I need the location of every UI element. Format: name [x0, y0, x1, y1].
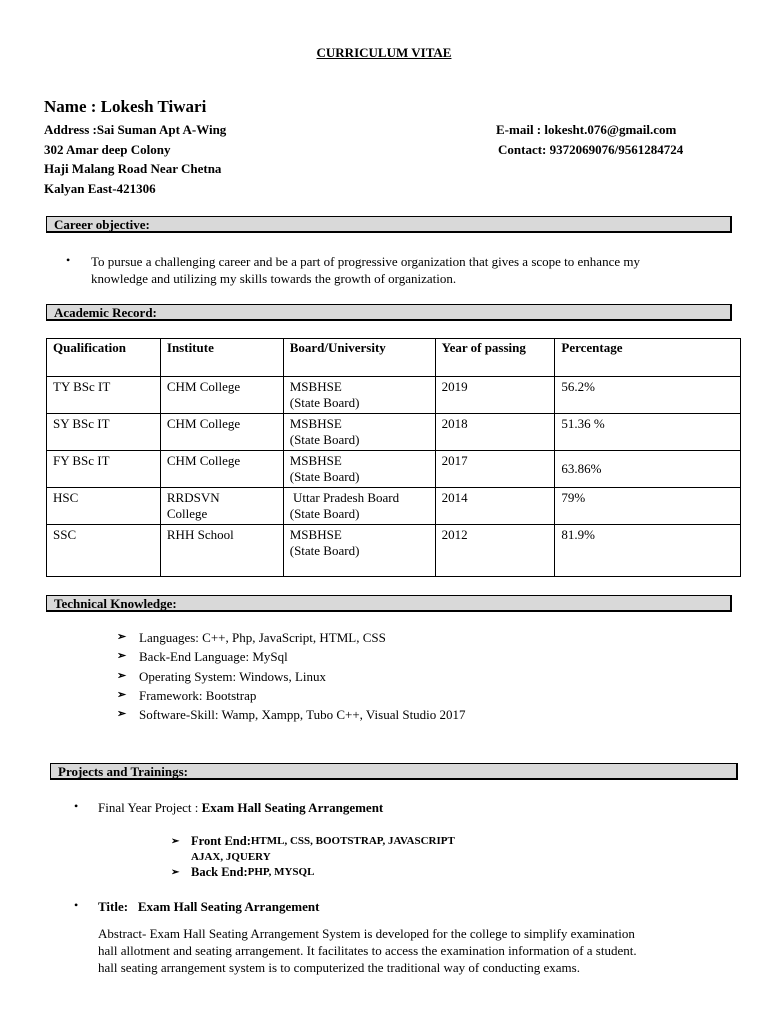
board-type: (State Board) [289, 506, 360, 521]
institute-cell: CHM College [160, 451, 283, 488]
arrow-bullet-icon: ➢ [171, 867, 180, 878]
year-cell: 2017 [435, 451, 555, 488]
board-name: MSBHSE [289, 416, 342, 431]
arrow-bullet-icon: ➢ [117, 650, 127, 663]
institute-cell: RHH School [160, 525, 283, 577]
table-row [47, 525, 741, 577]
address-line: Haji Malang Road Near Chetna [44, 161, 222, 176]
table-header-row [47, 339, 741, 377]
bullet-icon: • [74, 898, 79, 912]
list-item [117, 647, 466, 666]
career-line: knowledge and utilizing my skills towards the growth of organization. [91, 271, 457, 286]
board-type: (State Board) [289, 395, 360, 410]
table-row [47, 451, 741, 488]
board-type: (State Board) [289, 543, 360, 558]
list-item [171, 865, 455, 881]
table-row [47, 488, 741, 525]
project-label: Final Year Project : [98, 800, 202, 815]
table-row [47, 414, 741, 451]
candidate-name: Name : Lokesh Tiwari [44, 97, 207, 116]
column-header: Board/University [283, 339, 435, 377]
front-end-label: Front End: [191, 834, 251, 848]
column-header: Qualification [47, 339, 161, 377]
board-name: MSBHSE [289, 379, 342, 394]
board-name: Uttar Pradesh Board [289, 490, 400, 505]
career-line: To pursue a challenging career and be a part of progressive organization that gives a scope to enhance my [91, 254, 640, 269]
board-cell [283, 451, 435, 488]
board-cell [283, 414, 435, 451]
list-item-text: Languages: C++, Php, JavaScript, HTML, CSS [139, 630, 386, 645]
board-type: (State Board) [289, 432, 360, 447]
final-year-project [98, 799, 383, 816]
institute-cell: CHM College [160, 377, 283, 414]
list-item-text: Operating System: Windows, Linux [139, 668, 327, 684]
qualification-cell: SSC [47, 525, 161, 577]
list-item-text: Framework: Bootstrap [139, 687, 257, 703]
percentage-cell: 56.2% [555, 377, 741, 414]
year-cell: 2014 [435, 488, 555, 525]
table-row [47, 377, 741, 414]
list-item-text: Software-Skill: Wamp, Xampp, Tubo C++, Visual Studio 2017 [139, 707, 466, 723]
technical-list [117, 628, 466, 724]
arrow-bullet-icon: ➢ [171, 836, 180, 847]
qualification-cell: FY BSc IT [47, 451, 161, 488]
arrow-bullet-icon: ➢ [117, 688, 127, 701]
list-item [171, 834, 455, 850]
email-line: E-mail : lokesht.076@gmail.com [496, 122, 677, 137]
section-header-academic: Academic Record: [46, 304, 732, 321]
column-header: Institute [160, 339, 283, 377]
board-name: MSBHSE [289, 527, 342, 542]
column-header: Year of passing [435, 339, 555, 377]
year-cell: 2012 [435, 525, 555, 577]
address-line: Kalyan East-421306 [44, 180, 156, 196]
contact-block [496, 120, 683, 159]
year-cell: 2019 [435, 377, 555, 414]
abstract-line: hall seating arrangement system is to computerized the traditional way of conducting exams. [98, 960, 580, 975]
board-cell [283, 377, 435, 414]
percentage-cell: 79% [555, 488, 741, 525]
list-item-text: Back-End Language: MySql [139, 649, 288, 665]
bullet-icon: • [74, 799, 79, 813]
phone-line: Contact: 9372069076/9561284724 [498, 141, 684, 157]
bullet-icon: • [66, 253, 71, 267]
board-type: (State Board) [289, 469, 360, 484]
list-item-continuation [171, 850, 455, 866]
board-cell [283, 488, 435, 525]
arrow-bullet-icon: ➢ [117, 631, 127, 643]
arrow-bullet-icon: ➢ [117, 669, 127, 682]
list-item [117, 705, 466, 724]
section-header-career: Career objective: [46, 216, 732, 233]
address-block [44, 120, 226, 198]
list-item [117, 667, 466, 686]
percentage-cell: 63.86% [555, 451, 741, 488]
qualification-cell: TY BSc IT [47, 377, 161, 414]
front-end-value: HTML, CSS, BOOTSTRAP, JAVASCRIPT [250, 835, 455, 847]
project-abstract [98, 925, 637, 976]
arrow-bullet-icon: ➢ [117, 708, 127, 721]
qualification-cell: SY BSc IT [47, 414, 161, 451]
qualification-cell: HSC [47, 488, 161, 525]
document-title: CURRICULUM VITAE [316, 45, 452, 60]
percentage-cell: 81.9% [555, 525, 741, 577]
back-end-value: PHP, MYSQL [247, 866, 315, 878]
section-header-technical: Technical Knowledge: [46, 595, 732, 612]
project-title: Exam Hall Seating Arrangement [201, 800, 384, 815]
institute-cell: CHM College [160, 414, 283, 451]
year-cell: 2018 [435, 414, 555, 451]
institute-cell: RRDSVN College [160, 488, 283, 525]
section-header-projects: Projects and Trainings: [50, 763, 738, 780]
academic-table [46, 338, 741, 577]
board-cell [283, 525, 435, 577]
list-item [117, 628, 466, 647]
tech-stack-list [171, 834, 455, 881]
list-item [117, 686, 466, 705]
address-line: Address :Sai Suman Apt A-Wing [44, 122, 227, 137]
project-title-line: Title: Exam Hall Seating Arrangement [98, 899, 320, 914]
address-line: 302 Amar deep Colony [44, 141, 171, 157]
back-end-label: Back End: [191, 865, 248, 879]
abstract-line: Abstract- Exam Hall Seating Arrangement System is developed for the college to simplify examination [98, 926, 635, 941]
career-objective-text [91, 253, 640, 287]
board-name: MSBHSE [289, 453, 342, 468]
column-header: Percentage [555, 339, 741, 377]
abstract-line: hall allotment and seating arrangement. It facilitates to access the examination information of a student. [98, 943, 637, 958]
front-end-value-2: AJAX, JQUERY [191, 850, 271, 863]
percentage-cell: 51.36 % [555, 414, 741, 451]
